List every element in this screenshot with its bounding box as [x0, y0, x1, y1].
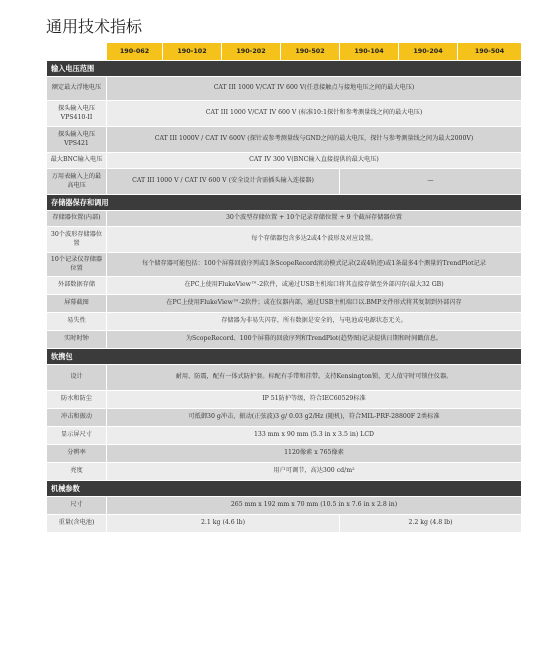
row-label: 最大BNC输入电压	[47, 153, 107, 169]
row-value: 每个存储器包含多达2或4个波形及对应设置。	[107, 227, 522, 253]
table-row	[47, 153, 522, 169]
row-label: 屏幕截图	[47, 295, 107, 313]
row-value: 1120像素 x 765像素	[107, 445, 522, 463]
table-row	[47, 391, 522, 409]
row-value: CAT III 1000 V / CAT IV 600 V (安全设计含需插头输入连接器)	[107, 169, 340, 195]
row-label: 防水和防尘	[47, 391, 107, 409]
table-row	[47, 331, 522, 349]
row-value: 265 mm x 192 mm x 70 mm (10.5 in x 7.6 in x 2.8 in)	[107, 497, 522, 515]
model-190-104: 190-104	[340, 43, 399, 61]
row-value: 可抵御30 g冲击，振动(正弦波)3 g/ 0.03 g2/Hz (随机)，符合MIL-PRF-28800F 2类标准	[107, 409, 522, 427]
row-value: 2.1 kg (4.6 lb)	[107, 515, 340, 533]
row-label: 实时时钟	[47, 331, 107, 349]
section-memory: 存储器保存和调用	[47, 195, 522, 211]
table-row	[47, 277, 522, 295]
model-190-202: 190-202	[222, 43, 281, 61]
row-value: 为ScopeRecord、100个屏幕的回放序列和TrendPlot(趋势图)记录提供日期和时间戳信息。	[107, 331, 522, 349]
row-label: 存储器位置(内部)	[47, 211, 107, 227]
table-row	[47, 365, 522, 391]
row-value: IP 51防护等级，符合IEC60529标准	[107, 391, 522, 409]
row-label: 重量(含电池)	[47, 515, 107, 533]
table-row	[47, 227, 522, 253]
table-row	[47, 313, 522, 331]
table-row	[47, 253, 522, 277]
row-label: 设计	[47, 365, 107, 391]
table-row	[47, 497, 522, 515]
row-label: 分辨率	[47, 445, 107, 463]
row-label: 万用表输入上的最高电压	[47, 169, 107, 195]
row-value: CAT III 1000V / CAT IV 600V (探针或参考测量线与GND之间的最大电压，探针与参考测量线之间为最大2000V)	[107, 127, 522, 153]
row-label: 外部数据存储	[47, 277, 107, 295]
row-label: 30个波形存储器位置	[47, 227, 107, 253]
table-row	[47, 127, 522, 153]
row-label: 尺寸	[47, 497, 107, 515]
model-190-102: 190-102	[163, 43, 222, 61]
table-row	[47, 211, 522, 227]
row-value-alt: —	[340, 169, 522, 195]
row-value: CAT IV 300 V(BNC输入直接提供的最大电压)	[107, 153, 522, 169]
table-row	[47, 409, 522, 427]
row-value-alt: 2.2 kg (4.8 lb)	[340, 515, 522, 533]
table-row	[47, 77, 522, 101]
model-190-502: 190-502	[281, 43, 340, 61]
row-value: 在PC上使用FlukeView™-2软件；或在仪器内部，通过USB主机端口以.BMP文件形式将其复制到外部闪存	[107, 295, 522, 313]
model-190-204: 190-204	[399, 43, 458, 61]
model-190-504: 190-504	[458, 43, 522, 61]
row-value: CAT III 1000 V/CAT IV 600 V(任意接触点与接地电压之间的最大电压)	[107, 77, 522, 101]
section-input-voltage: 输入电压范围	[47, 61, 522, 77]
row-label: 探头输入电压 VPS421	[47, 127, 107, 153]
section-mechanical: 机械参数	[47, 481, 522, 497]
row-value: 存储器为非易失闪存，所有数据是安全的，与电池或电源状态无关。	[107, 313, 522, 331]
spec-table	[46, 42, 522, 533]
row-value: 133 mm x 90 mm (5.3 in x 3.5 in) LCD	[107, 427, 522, 445]
table-row	[47, 445, 522, 463]
page-title: 通用技术指标	[46, 17, 143, 36]
table-row	[47, 427, 522, 445]
table-row	[47, 463, 522, 481]
model-header-row	[47, 43, 522, 61]
row-label: 易失性	[47, 313, 107, 331]
row-label: 冲击和振动	[47, 409, 107, 427]
row-label: 亮度	[47, 463, 107, 481]
table-row	[47, 515, 522, 533]
row-value: 耐用、防震，配有一体式防护套。标配有手带和挂带。支持Kensington锁，无人值守时可锁住仪器。	[107, 365, 522, 391]
row-value: CAT III 1000 V/CAT IV 600 V (标准10:1探针和参考测量线之间的最大电压)	[107, 101, 522, 127]
row-label: 显示屏尺寸	[47, 427, 107, 445]
row-label: 额定最大浮地电压	[47, 77, 107, 101]
row-label: 探头输入电压 VPS410-II	[47, 101, 107, 127]
row-value: 在PC上使用FlukeView™-2软件，或通过USB主机端口将其直接存储至外部闪存(最大32 GB)	[107, 277, 522, 295]
table-row	[47, 101, 522, 127]
model-190-062: 190-062	[107, 43, 163, 61]
row-value: 30个波型存储位置 + 10个记录存储位置 + 9 个截屏存储器位置	[107, 211, 522, 227]
row-value: 用户可调节，高达300 cd/m²	[107, 463, 522, 481]
section-portable: 软携包	[47, 349, 522, 365]
table-row	[47, 295, 522, 313]
row-label: 10个记录仪存储器位置	[47, 253, 107, 277]
table-row	[47, 169, 522, 195]
row-value: 每个储存器可能包括：100个屏幕回放序列或1条ScopeRecord滚动模式记录(2或4轨迹)或1条最多4个测量的TrendPlot记录	[107, 253, 522, 277]
